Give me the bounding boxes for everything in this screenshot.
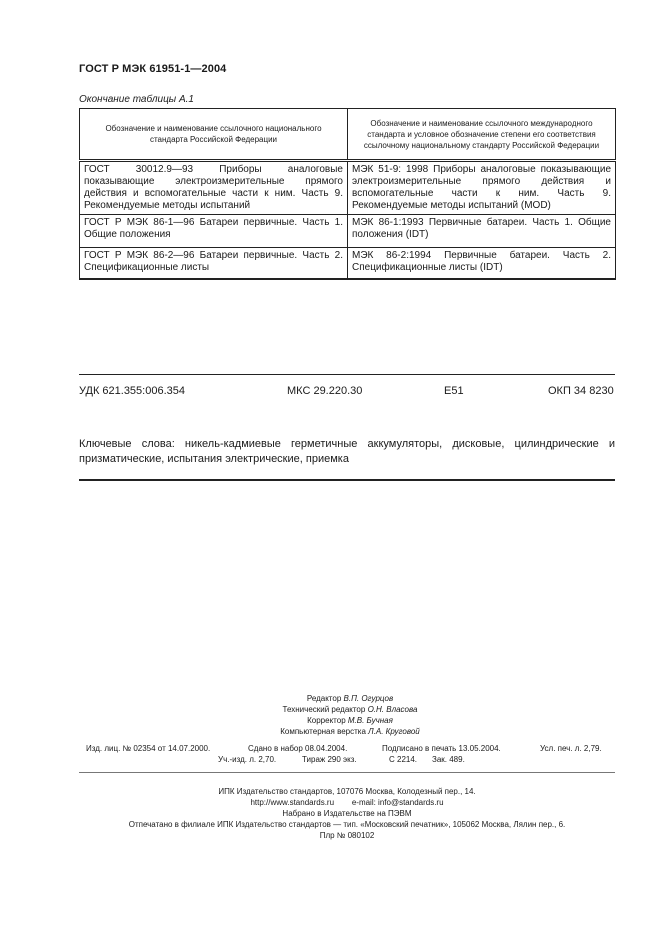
document-id: ГОСТ Р МЭК 61951-1—2004 bbox=[79, 63, 227, 75]
divider bbox=[79, 374, 615, 375]
header-international: Обозначение и наименование ссылочного международного стандарта и условное обозначение степени его соответствия ссылочному национальному стандарту Российской Федерации bbox=[348, 109, 616, 161]
print-run: Тираж 290 экз. bbox=[302, 755, 357, 764]
credit-layout: Компьютерная верстка Л.А. Круговой bbox=[280, 727, 420, 736]
header-national: Обозначение и наименование ссылочного национального стандарта Российской Федерации bbox=[80, 109, 348, 161]
order-number: Зак. 489. bbox=[432, 755, 465, 764]
national-standard-cell: ГОСТ Р МЭК 86-2—96 Батареи первичные. Часть 2. Спецификационные листы bbox=[80, 248, 348, 279]
national-standard-cell: ГОСТ Р МЭК 86-1—96 Батареи первичные. Часть 1. Общие положения bbox=[80, 215, 348, 248]
table-row bbox=[80, 161, 616, 215]
reference-table bbox=[79, 108, 616, 280]
divider bbox=[79, 479, 615, 481]
printer-license: Плр № 080102 bbox=[319, 831, 375, 840]
credit-tech-editor: Технический редактор О.Н. Власова bbox=[282, 705, 418, 714]
printer-branch: Отпечатано в филиале ИПК Издательство стандартов — тип. «Московский печатник», 105062 Москва, Лялин пер., 6. bbox=[128, 820, 566, 829]
license: Изд. лиц. № 02354 от 14.07.2000. bbox=[86, 744, 211, 753]
international-standard-cell: МЭК 51-9: 1998 Приборы аналоговые показывающие электроизмерительные прямого действия и вспомогательные части к ним. Часть 9. Рекомендуемые методы испытаний (MOD) bbox=[348, 161, 616, 215]
printer-address: ИПК Издательство стандартов, 107076 Москва, Колодезный пер., 14. bbox=[218, 787, 476, 796]
printer-web: http://www.standards.ru e-mail: info@standards.ru bbox=[250, 798, 444, 807]
credit-corrector: Корректор М.В. Бучная bbox=[307, 716, 393, 725]
okp-code: ОКП 34 8230 bbox=[548, 385, 614, 397]
divider bbox=[79, 772, 615, 773]
credits-block bbox=[200, 693, 500, 737]
table-row bbox=[80, 215, 616, 248]
printer-info bbox=[79, 786, 615, 841]
national-standard-cell: ГОСТ 30012.9—93 Приборы аналоговые показывающие электроизмерительные прямого действия и вспомогательные части к ним. Часть 9. Рекомендуемые методы испытаний bbox=[80, 161, 348, 215]
international-standard-cell: МЭК 86-1:1993 Первичные батареи. Часть 1. Общие положения (IDT) bbox=[348, 215, 616, 248]
printer-typeset: Набрано в Издательстве на ПЭВМ bbox=[282, 809, 412, 818]
credit-editor: Редактор В.П. Огурцов bbox=[306, 694, 394, 703]
table-row bbox=[80, 248, 616, 279]
e-code: Е51 bbox=[444, 385, 464, 397]
typeset-date: Сдано в набор 08.04.2004. bbox=[248, 744, 348, 753]
c-number: С 2214. bbox=[389, 755, 418, 764]
signed-date: Подписано в печать 13.05.2004. bbox=[382, 744, 501, 753]
keywords: Ключевые слова: никель-кадмиевые герметичные аккумуляторы, дисковые, цилиндрические и призматические, испытания электрические, приемка bbox=[79, 438, 615, 465]
international-standard-cell: МЭК 86-2:1994 Первичные батареи. Часть 2. Спецификационные листы (IDT) bbox=[348, 248, 616, 279]
udk-code: УДК 621.355:006.354 bbox=[79, 385, 185, 397]
table-header-row bbox=[80, 109, 616, 161]
mks-code: МКС 29.220.30 bbox=[287, 385, 363, 397]
pub-sheets: Уч.-изд. л. 2,70. bbox=[218, 755, 277, 764]
print-sheets: Усл. печ. л. 2,79. bbox=[540, 744, 602, 753]
table-caption: Окончание таблицы А.1 bbox=[79, 94, 194, 105]
